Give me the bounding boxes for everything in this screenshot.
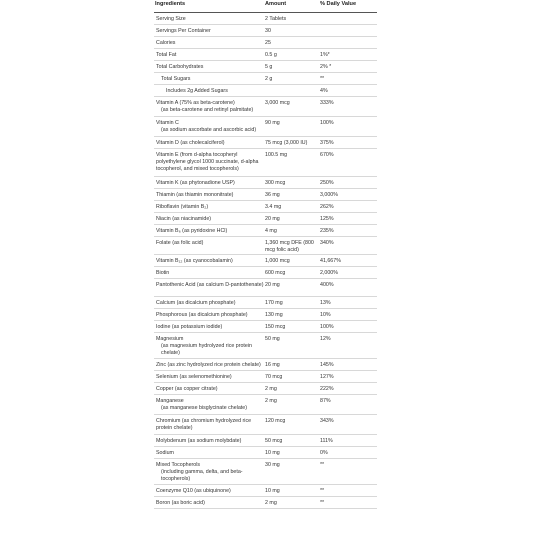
amount-cell: 20 mg — [265, 282, 280, 288]
ingredient-name: Serving Size — [156, 16, 186, 22]
ingredient-name: Niacin (as niacinamide) — [156, 216, 212, 222]
daily-value-cell: 222% — [320, 386, 334, 392]
amount-cell: 2 g — [265, 76, 273, 82]
ingredient-name: Vitamin E (from d-alpha tocopheryl polyethylene glycol 1000 succinate, d-alpha tocopherol, and mixed tocopherols) — [156, 152, 259, 172]
amount-cell: 1,360 mcg DFE (800 mcg folic acid) — [265, 240, 314, 253]
table-row — [154, 213, 377, 225]
daily-value-cell: 0% — [320, 450, 328, 456]
ingredient-cell — [154, 398, 265, 412]
ingredient-cell — [154, 88, 265, 95]
daily-value-cell: 2% * — [320, 64, 332, 70]
ingredient-source: (as sodium ascorbate and ascorbic acid) — [161, 127, 257, 133]
table-row — [154, 279, 377, 297]
ingredient-cell — [154, 152, 265, 173]
ingredient-cell — [154, 324, 265, 331]
table-row — [154, 359, 377, 371]
supplement-facts-table — [154, 0, 377, 509]
table-row — [154, 255, 377, 267]
ingredient-cell — [154, 228, 265, 235]
table-row — [154, 225, 377, 237]
amount-cell: 2 mg — [265, 398, 277, 404]
ingredient-cell — [154, 282, 265, 289]
amount-cell: 16 mg — [265, 362, 280, 368]
ingredient-name: Thiamin (as thiamin mononitrate) — [156, 192, 234, 198]
ingredient-name: Selenium (as selenomethionine) — [156, 374, 232, 380]
amount-cell: 10 mg — [265, 488, 280, 494]
daily-value-cell: ** — [320, 488, 325, 494]
ingredient-name: Zinc (as zinc hydrolyzed rice protein chelate) — [156, 362, 261, 368]
amount-cell: 150 mcg — [265, 324, 286, 330]
table-row — [154, 49, 377, 61]
ingredient-source: (as manganese bisglycinate chelate) — [161, 405, 247, 411]
daily-value-cell: 375% — [320, 140, 334, 146]
daily-value-cell: 262% — [320, 204, 334, 210]
ingredient-source: (including gamma, delta, and beta-tocopherols) — [161, 469, 243, 482]
table-row — [154, 189, 377, 201]
daily-value-cell: 100% — [320, 120, 334, 126]
daily-value-cell: 145% — [320, 362, 334, 368]
table-row — [154, 321, 377, 333]
table-header — [154, 0, 377, 13]
daily-value-cell: 111% — [320, 438, 333, 444]
table-row — [154, 137, 377, 149]
daily-value-cell: 343% — [320, 418, 334, 424]
amount-cell: 90 mg — [265, 120, 280, 126]
ingredient-cell — [154, 300, 265, 307]
ingredient-cell — [154, 192, 265, 199]
ingredient-name: Coenzyme Q10 (as ubiquinone) — [156, 488, 231, 494]
ingredient-cell — [154, 16, 265, 23]
ingredient-cell — [154, 270, 265, 277]
table-row — [154, 237, 377, 255]
ingredient-name: Boron (as boric acid) — [156, 500, 205, 506]
ingredient-name: Riboflavin (vitamin B₂) — [156, 204, 209, 210]
ingredient-cell — [154, 500, 265, 507]
table-row — [154, 85, 377, 97]
amount-cell: 30 mg — [265, 462, 280, 468]
ingredient-name: Vitamin A (75% as beta-carotene) — [156, 100, 235, 106]
amount-cell: 2 mg — [265, 386, 277, 392]
daily-value-cell: 670% — [320, 152, 334, 158]
table-row — [154, 395, 377, 415]
table-row — [154, 267, 377, 279]
ingredient-cell — [154, 374, 265, 381]
ingredient-cell — [154, 386, 265, 393]
ingredient-cell — [154, 100, 265, 114]
daily-value-cell: 2,000% — [320, 270, 338, 276]
table-row — [154, 13, 377, 25]
table-row — [154, 447, 377, 459]
ingredient-cell — [154, 240, 265, 247]
ingredient-name: Total Carbohydrates — [156, 64, 204, 70]
amount-cell: 170 mg — [265, 300, 283, 306]
daily-value-cell: 100% — [320, 324, 334, 330]
amount-cell: 10 mg — [265, 450, 280, 456]
ingredient-cell — [154, 258, 265, 265]
amount-cell: 30 — [265, 28, 271, 34]
table-row — [154, 73, 377, 85]
ingredient-cell — [154, 64, 265, 71]
ingredient-name: Vitamin B₆ (as pyridoxine HCl) — [156, 228, 228, 234]
amount-cell: 3,000 mcg — [265, 100, 290, 106]
ingredient-name: Calcium (as dicalcium phosphate) — [156, 300, 236, 306]
ingredient-cell — [154, 140, 265, 147]
amount-cell: 300 mcg — [265, 180, 286, 186]
ingredient-cell — [154, 180, 265, 187]
amount-cell: 1,000 mcg — [265, 258, 290, 264]
table-row — [154, 177, 377, 189]
ingredient-cell — [154, 462, 265, 483]
table-row — [154, 435, 377, 447]
header-ingredients: Ingredients — [155, 1, 186, 7]
ingredient-cell — [154, 362, 265, 369]
amount-cell: 75 mcg (3,000 IU) — [265, 140, 308, 146]
ingredient-name: Vitamin D (as cholecalciferol) — [156, 140, 225, 146]
ingredient-name: Chromium (as chromium hydrolyzed rice protein chelate) — [156, 418, 252, 431]
amount-cell: 4 mg — [265, 228, 277, 234]
ingredient-name: Vitamin B₁₂ (as cyanocobalamin) — [156, 258, 233, 264]
daily-value-cell: 41,667% — [320, 258, 341, 264]
ingredient-name: Folate (as folic acid) — [156, 240, 204, 246]
amount-cell: 20 mg — [265, 216, 280, 222]
header-daily-value: % Daily Value — [320, 1, 357, 7]
ingredient-cell — [154, 40, 265, 47]
ingredient-name: Sodium — [156, 450, 174, 456]
daily-value-cell: 4% — [320, 88, 328, 94]
ingredient-name: Total Sugars — [161, 76, 191, 82]
daily-value-cell: 87% — [320, 398, 331, 404]
ingredient-name: Vitamin K (as phytonadione USP) — [156, 180, 235, 186]
daily-value-cell: ** — [320, 500, 325, 506]
ingredient-name: Includes 2g Added Sugars — [166, 88, 228, 94]
amount-cell: 25 — [265, 40, 271, 46]
amount-cell: 70 mcg — [265, 374, 283, 380]
amount-cell: 130 mg — [265, 312, 283, 318]
table-row — [154, 383, 377, 395]
amount-cell: 50 mcg — [265, 438, 283, 444]
ingredient-source: (as magnesium hydrolyzed rice protein chelate) — [161, 343, 252, 356]
ingredient-cell — [154, 52, 265, 59]
daily-value-cell: ** — [320, 462, 325, 468]
ingredient-name: Copper (as copper citrate) — [156, 386, 218, 392]
ingredient-name: Magnesium — [156, 336, 184, 342]
table-row — [154, 309, 377, 321]
table-row — [154, 201, 377, 213]
header-amount: Amount — [265, 1, 287, 7]
daily-value-cell: 13% — [320, 300, 331, 306]
ingredient-cell — [154, 216, 265, 223]
amount-cell: 5 g — [265, 64, 273, 70]
table-row — [154, 371, 377, 383]
ingredient-cell — [154, 488, 265, 495]
amount-cell: 2 Tablets — [265, 16, 287, 22]
daily-value-cell: 340% — [320, 240, 334, 246]
table-row — [154, 415, 377, 435]
table-row — [154, 149, 377, 177]
table-row — [154, 37, 377, 49]
amount-cell: 50 mg — [265, 336, 280, 342]
amount-cell: 36 mg — [265, 192, 280, 198]
daily-value-cell: 333% — [320, 100, 334, 106]
daily-value-cell: 250% — [320, 180, 334, 186]
ingredient-name: Mixed Tocopherols — [156, 462, 201, 468]
amount-cell: 2 mg — [265, 500, 277, 506]
amount-cell: 100.5 mg — [265, 152, 288, 158]
ingredient-name: Molybdenum (as sodium molybdate) — [156, 438, 242, 444]
ingredient-name: Manganese — [156, 398, 184, 404]
ingredient-name: Vitamin C — [156, 120, 179, 126]
ingredient-cell — [154, 76, 265, 83]
table-row — [154, 297, 377, 309]
table-row — [154, 497, 377, 509]
table-row — [154, 459, 377, 485]
ingredient-name: Pantothenic Acid (as calcium D-pantothenate) — [156, 282, 264, 288]
daily-value-cell: 400% — [320, 282, 334, 288]
ingredient-cell — [154, 418, 265, 432]
table-row — [154, 485, 377, 497]
table-row — [154, 117, 377, 137]
amount-cell: 0.5 g — [265, 52, 277, 58]
ingredient-cell — [154, 312, 265, 319]
ingredient-name: Phosphorous (as dicalcium phosphate) — [156, 312, 248, 318]
ingredient-cell — [154, 336, 265, 357]
ingredient-cell — [154, 120, 265, 134]
ingredient-cell — [154, 204, 265, 211]
ingredient-cell — [154, 28, 265, 35]
daily-value-cell: ** — [320, 76, 325, 82]
amount-cell: 120 mcg — [265, 418, 286, 424]
ingredient-name: Iodine (as potassium iodide) — [156, 324, 223, 330]
daily-value-cell: 12% — [320, 336, 331, 342]
daily-value-cell: 10% — [320, 312, 331, 318]
ingredient-name: Calories — [156, 40, 176, 46]
daily-value-cell: 125% — [320, 216, 334, 222]
table-row — [154, 61, 377, 73]
table-row — [154, 333, 377, 359]
amount-cell: 3.4 mg — [265, 204, 282, 210]
ingredient-name: Total Fat — [156, 52, 177, 58]
ingredient-name: Biotin — [156, 270, 170, 276]
daily-value-cell: 235% — [320, 228, 334, 234]
table-body — [154, 13, 377, 509]
ingredient-cell — [154, 450, 265, 457]
ingredient-cell — [154, 438, 265, 445]
ingredient-name: Servings Per Container — [156, 28, 211, 34]
ingredient-source: (as beta-carotene and retinyl palmitate) — [161, 107, 254, 113]
table-row — [154, 97, 377, 117]
daily-value-cell: 127% — [320, 374, 334, 380]
daily-value-cell: 3,000% — [320, 192, 338, 198]
amount-cell: 600 mcg — [265, 270, 286, 276]
daily-value-cell: 1%* — [320, 52, 330, 58]
table-row — [154, 25, 377, 37]
